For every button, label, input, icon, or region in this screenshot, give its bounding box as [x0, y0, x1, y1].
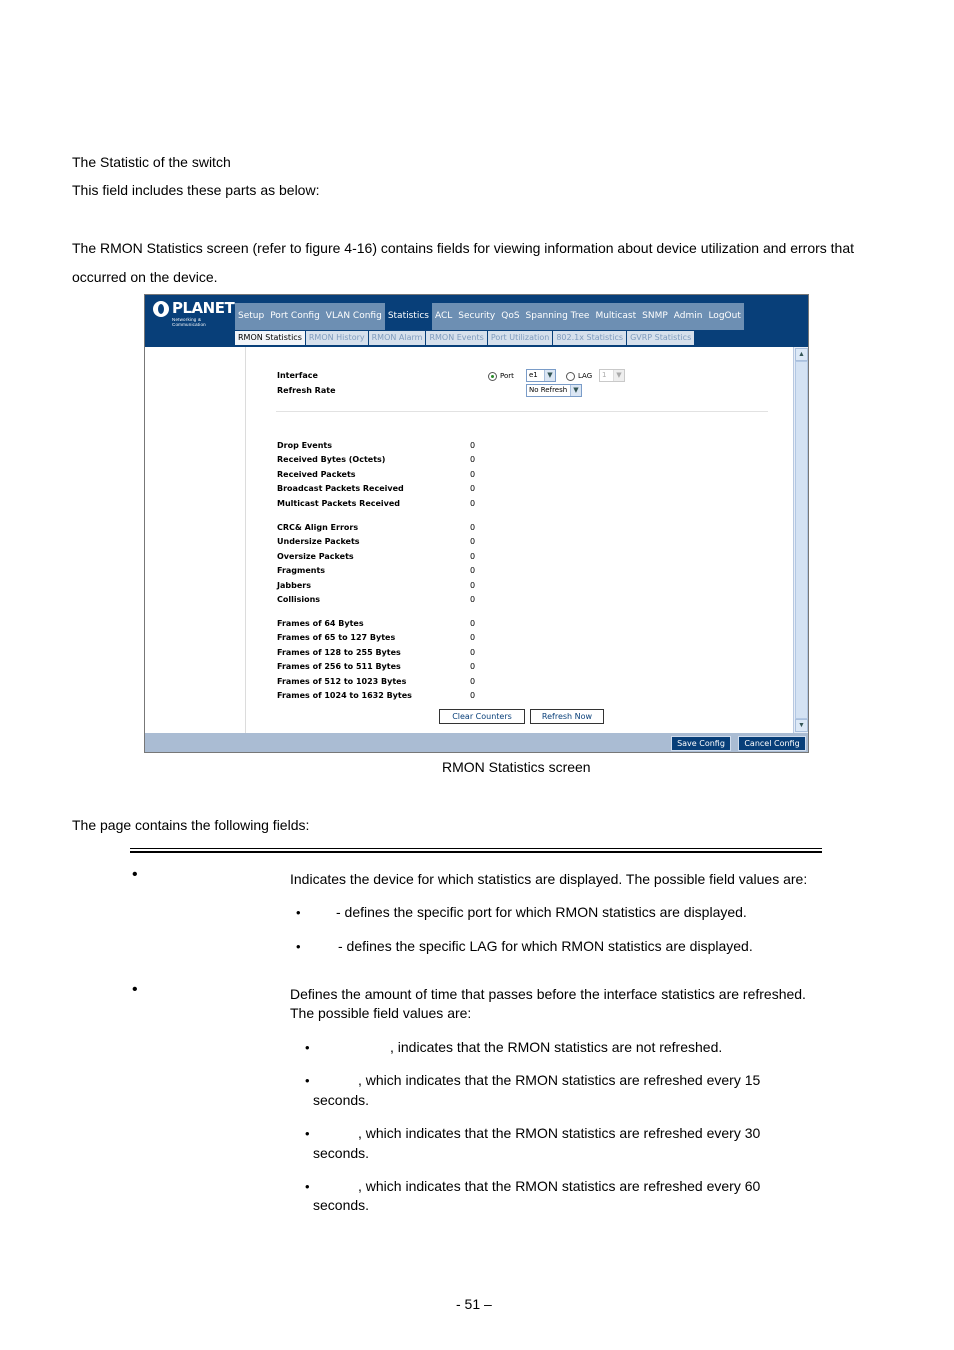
stat-label: Received Bytes (Octets)	[277, 455, 386, 465]
chevron-down-icon: ▼	[613, 370, 624, 381]
port-option-text: - defines the specific port for which RMON statistics are displayed.	[336, 904, 747, 920]
stat-label: Frames of 512 to 1023 Bytes	[277, 676, 407, 686]
interface-description: Indicates the device for which statistics are displayed. The possible field values are:	[290, 871, 808, 887]
stat-value: 0	[470, 633, 476, 643]
lag-option-text: - defines the specific LAG for which RMON statistics are displayed.	[338, 938, 753, 954]
stat-label: Drop Events	[277, 441, 332, 450]
tab-rmon-history[interactable]: RMON History	[306, 331, 369, 345]
port-radio-label: Port	[500, 372, 514, 380]
lag-select-value: 1	[602, 371, 607, 379]
stat-value: 0	[470, 662, 476, 672]
stat-label: Frames of 65 to 127 Bytes	[277, 633, 396, 643]
refresh-option-2-bullet: •	[305, 1073, 310, 1088]
chevron-down-icon: ▼	[570, 385, 581, 396]
main-nav	[235, 303, 744, 330]
vertical-scrollbar[interactable]	[793, 347, 808, 733]
interface-label: Interface	[277, 371, 318, 380]
tab-rmon-events[interactable]: RMON Events	[426, 331, 487, 345]
cancel-config-button[interactable]: Cancel Config	[738, 736, 806, 751]
tab-rmon-statistics[interactable]: RMON Statistics	[235, 331, 306, 345]
tab-rmon-alarm[interactable]: RMON Alarm	[369, 331, 427, 345]
chevron-down-icon: ▼	[544, 370, 555, 381]
stat-value: 0	[470, 498, 476, 508]
stat-value: 0	[470, 455, 476, 465]
port-radio[interactable]	[488, 372, 497, 381]
bottom-bar	[145, 733, 808, 752]
logo-text: PLANET	[172, 299, 235, 317]
refresh-rate-value: No Refresh	[529, 386, 568, 394]
stat-label: Multicast Packets Received	[277, 498, 401, 508]
intro-line-2: This field includes these parts as below:	[72, 182, 320, 198]
nav-item-qos[interactable]: QoS	[501, 311, 520, 321]
logo-subtitle: Networking & Communication	[172, 317, 206, 327]
interface-field-bullet: •	[132, 866, 138, 883]
nav-item-port-config[interactable]: Port Config	[270, 311, 320, 321]
refresh-option-3-text: , which indicates that the RMON statistics are refreshed every 30	[358, 1125, 761, 1141]
stat-value: 0	[470, 595, 476, 604]
tab-port-utilization[interactable]: Port Utilization	[488, 331, 554, 345]
lag-option-bullet: •	[296, 939, 301, 954]
nav-item-security[interactable]: Security	[458, 311, 496, 321]
nav-item-spanning-tree[interactable]: Spanning Tree	[525, 311, 590, 321]
stat-value: 0	[470, 537, 476, 547]
stat-label: Collisions	[277, 595, 321, 604]
stat-value: 0	[470, 523, 476, 532]
refresh-description-line-2: The possible field values are:	[290, 1005, 472, 1021]
stat-label: Received Packets	[277, 469, 356, 479]
table-rule-top	[130, 848, 822, 849]
nav-item-setup[interactable]: Setup	[238, 311, 265, 321]
nav-item-acl[interactable]: ACL	[434, 311, 453, 321]
stat-label: Frames of 64 Bytes	[277, 619, 364, 628]
refresh-option-4-bullet: •	[305, 1179, 310, 1194]
refresh-option-2-text: , which indicates that the RMON statistics are refreshed every 15	[358, 1072, 761, 1088]
nav-item-logout[interactable]: LogOut	[708, 311, 741, 321]
lag-select[interactable]	[599, 369, 625, 382]
stat-label: Frames of 128 to 255 Bytes	[277, 647, 401, 657]
refresh-now-button[interactable]: Refresh Now	[530, 709, 604, 724]
stat-label: Oversize Packets	[277, 551, 354, 561]
refresh-option-4-text: , which indicates that the RMON statistics are refreshed every 60	[358, 1178, 761, 1194]
refresh-option-2-cont: seconds.	[313, 1092, 370, 1108]
stat-value: 0	[470, 647, 476, 657]
clear-counters-button[interactable]: Clear Counters	[439, 709, 525, 724]
stat-value: 0	[470, 469, 476, 479]
stat-value: 0	[470, 484, 476, 494]
nav-item-multicast[interactable]: Multicast	[595, 311, 637, 321]
page-number: - 51 –	[456, 1296, 492, 1312]
table-rule-bottom	[130, 851, 822, 853]
scroll-up-icon[interactable]: ▲	[795, 348, 808, 361]
save-config-button[interactable]: Save Config	[671, 736, 731, 751]
scrollbar-thumb[interactable]	[795, 361, 808, 719]
refresh-rate-label: Refresh Rate	[277, 386, 336, 395]
divider	[276, 411, 768, 412]
stat-value: 0	[470, 619, 476, 628]
scroll-down-icon[interactable]: ▼	[795, 719, 808, 732]
tab-802-1x-statistics[interactable]: 802.1x Statistics	[553, 331, 627, 345]
refresh-option-1-text: , indicates that the RMON statistics are not refreshed.	[390, 1039, 723, 1055]
stat-value: 0	[470, 580, 476, 590]
lag-radio[interactable]	[566, 372, 575, 381]
refresh-option-3-bullet: •	[305, 1126, 310, 1141]
nav-item-vlan-config[interactable]: VLAN Config	[325, 311, 382, 321]
figure-caption: RMON Statistics screen	[442, 759, 591, 775]
tab-gvrp-statistics[interactable]: GVRP Statistics	[627, 331, 695, 345]
stat-label: Undersize Packets	[277, 537, 360, 547]
stat-value: 0	[470, 691, 476, 700]
lag-radio-label: LAG	[578, 372, 593, 380]
port-select[interactable]	[526, 369, 556, 382]
stat-label: Frames of 256 to 511 Bytes	[277, 662, 401, 672]
refresh-field-bullet: •	[132, 981, 138, 998]
statistics-panel	[245, 347, 794, 733]
refresh-rate-select[interactable]	[526, 384, 582, 397]
description-line-2: occurred on the device.	[72, 269, 218, 285]
planet-logo	[153, 299, 235, 327]
port-select-value: e1	[529, 371, 538, 379]
nav-item-statistics[interactable]: Statistics	[385, 303, 432, 330]
refresh-option-1-bullet: •	[305, 1040, 310, 1055]
planet-logo-icon	[153, 301, 169, 317]
stat-label: Broadcast Packets Received	[277, 484, 404, 494]
fields-intro: The page contains the following fields:	[72, 817, 310, 833]
stat-label: Fragments	[277, 566, 326, 576]
rmon-statistics-screenshot	[144, 294, 809, 753]
refresh-option-3-cont: seconds.	[313, 1145, 370, 1161]
description-line-1: The RMON Statistics screen (refer to figure 4-16) contains fields for viewing information about device utilization and errors that	[72, 240, 855, 256]
stat-value: 0	[470, 441, 476, 450]
stat-label: Jabbers	[277, 580, 311, 590]
nav-item-admin[interactable]: Admin	[673, 311, 703, 321]
sub-nav	[235, 331, 695, 345]
stat-value: 0	[470, 676, 476, 686]
refresh-option-4-cont: seconds.	[313, 1197, 370, 1213]
stat-value: 0	[470, 551, 476, 561]
intro-line-1: The Statistic of the switch	[72, 154, 231, 170]
refresh-description-line-1: Defines the amount of time that passes before the interface statistics are refreshed.	[290, 986, 806, 1002]
port-option-bullet: •	[296, 905, 301, 920]
nav-item-snmp[interactable]: SNMP	[642, 311, 668, 321]
stat-label: Frames of 1024 to 1632 Bytes	[277, 691, 412, 700]
stat-label: CRC& Align Errors	[277, 523, 359, 532]
stat-value: 0	[470, 566, 476, 576]
